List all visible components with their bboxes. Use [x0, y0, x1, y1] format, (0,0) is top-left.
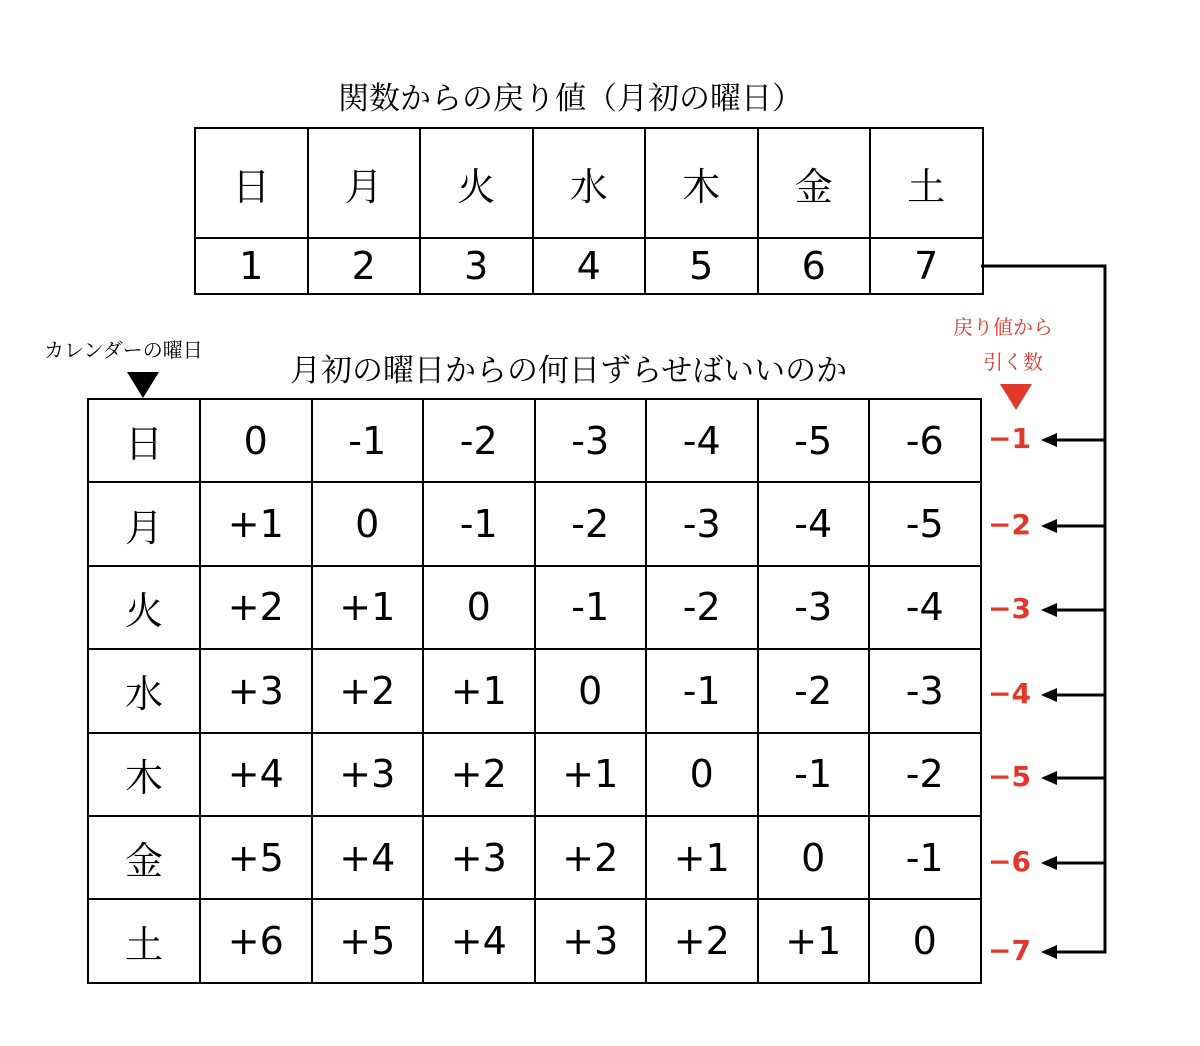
offset-cell: +2 — [535, 816, 647, 899]
offset-cell: 0 — [200, 399, 312, 482]
offset-cell: -5 — [869, 482, 981, 565]
return-value-cell: 7 — [870, 238, 983, 294]
return-value-cell: 3 — [420, 238, 533, 294]
offset-cell: -2 — [646, 566, 758, 649]
offset-cell: -2 — [758, 649, 870, 732]
return-value-cell: 4 — [533, 238, 646, 294]
return-value-cell: 1 — [195, 238, 308, 294]
subtract-value: −1 — [988, 422, 1031, 455]
offset-cell: -4 — [646, 399, 758, 482]
offset-cell: -2 — [869, 733, 981, 816]
subtract-value: −4 — [988, 677, 1031, 710]
calendar-weekday-cell: 日 — [88, 399, 200, 482]
subtract-label-line2: 引く数 — [983, 350, 1043, 374]
offset-cell: -5 — [758, 399, 870, 482]
offset-cell: 0 — [758, 816, 870, 899]
offset-cell: -1 — [312, 399, 424, 482]
weekday-cell: 土 — [870, 128, 983, 238]
offset-cell: +1 — [423, 649, 535, 732]
calendar-weekday-cell: 土 — [88, 899, 200, 982]
calendar-weekday-label: カレンダーの曜日 — [44, 338, 203, 362]
calendar-weekday-cell: 水 — [88, 649, 200, 732]
offset-cell: 0 — [535, 649, 647, 732]
offset-cell: -1 — [758, 733, 870, 816]
offset-cell: +1 — [758, 899, 870, 982]
weekday-cell: 金 — [758, 128, 871, 238]
offset-cell: +3 — [200, 649, 312, 732]
offset-cell: +2 — [646, 899, 758, 982]
offset-cell: 0 — [423, 566, 535, 649]
subtract-value: −3 — [988, 592, 1031, 625]
offset-cell: 0 — [869, 899, 981, 982]
offset-cell: +3 — [312, 733, 424, 816]
offset-cell: -3 — [535, 399, 647, 482]
weekday-cell: 日 — [195, 128, 308, 238]
offset-cell: +4 — [312, 816, 424, 899]
offset-cell: -4 — [758, 482, 870, 565]
calendar-weekday-cell: 木 — [88, 733, 200, 816]
return-value-cell: 2 — [308, 238, 421, 294]
weekday-cell: 水 — [533, 128, 646, 238]
offset-cell: -1 — [423, 482, 535, 565]
offset-cell: +3 — [423, 816, 535, 899]
offset-cell: -3 — [646, 482, 758, 565]
arrow-head-icon — [1041, 519, 1057, 533]
calendar-weekday-cell: 月 — [88, 482, 200, 565]
offset-cell: -6 — [869, 399, 981, 482]
offset-cell: +2 — [423, 733, 535, 816]
subtract-value: −7 — [988, 934, 1031, 967]
offset-cell: -3 — [758, 566, 870, 649]
offset-cell: -3 — [869, 649, 981, 732]
return-value-cell: 6 — [758, 238, 871, 294]
offset-cell: +1 — [535, 733, 647, 816]
arrow-head-icon — [1041, 433, 1057, 447]
subtract-value: −5 — [988, 760, 1031, 793]
weekday-cell: 月 — [308, 128, 421, 238]
arrow-head-icon — [1041, 603, 1057, 617]
offset-cell: +4 — [200, 733, 312, 816]
weekday-cell: 木 — [645, 128, 758, 238]
offset-cell: -2 — [535, 482, 647, 565]
offset-cell: +1 — [312, 566, 424, 649]
offset-cell: +2 — [200, 566, 312, 649]
offset-cell: -2 — [423, 399, 535, 482]
offset-cell: +6 — [200, 899, 312, 982]
arrow-head-icon — [1041, 856, 1057, 870]
calendar-weekday-cell: 金 — [88, 816, 200, 899]
offset-cell: -4 — [869, 566, 981, 649]
arrow-head-icon — [1041, 945, 1057, 959]
offset-cell: 0 — [312, 482, 424, 565]
offset-cell: +3 — [535, 899, 647, 982]
arrow-head-icon — [1041, 771, 1057, 785]
subtract-value: −6 — [988, 845, 1031, 878]
offset-cell: +1 — [200, 482, 312, 565]
return-value-cell: 5 — [645, 238, 758, 294]
offset-cell: -1 — [869, 816, 981, 899]
offset-cell: +5 — [312, 899, 424, 982]
offset-cell: 0 — [646, 733, 758, 816]
offset-cell: +2 — [312, 649, 424, 732]
calendar-weekday-cell: 火 — [88, 566, 200, 649]
offset-cell: +1 — [646, 816, 758, 899]
offset-table-title: 月初の曜日からの何日ずらせばいいのか — [290, 353, 848, 389]
offset-cell: -1 — [646, 649, 758, 732]
offset-cell: +5 — [200, 816, 312, 899]
subtract-label-line1: 戻り値から — [953, 315, 1053, 339]
arrow-head-icon — [1041, 688, 1057, 702]
weekday-cell: 火 — [420, 128, 533, 238]
return-value-title: 関数からの戻り値（月初の曜日） — [338, 81, 803, 117]
subtract-value: −2 — [988, 508, 1031, 541]
offset-cell: +4 — [423, 899, 535, 982]
offset-cell: -1 — [535, 566, 647, 649]
